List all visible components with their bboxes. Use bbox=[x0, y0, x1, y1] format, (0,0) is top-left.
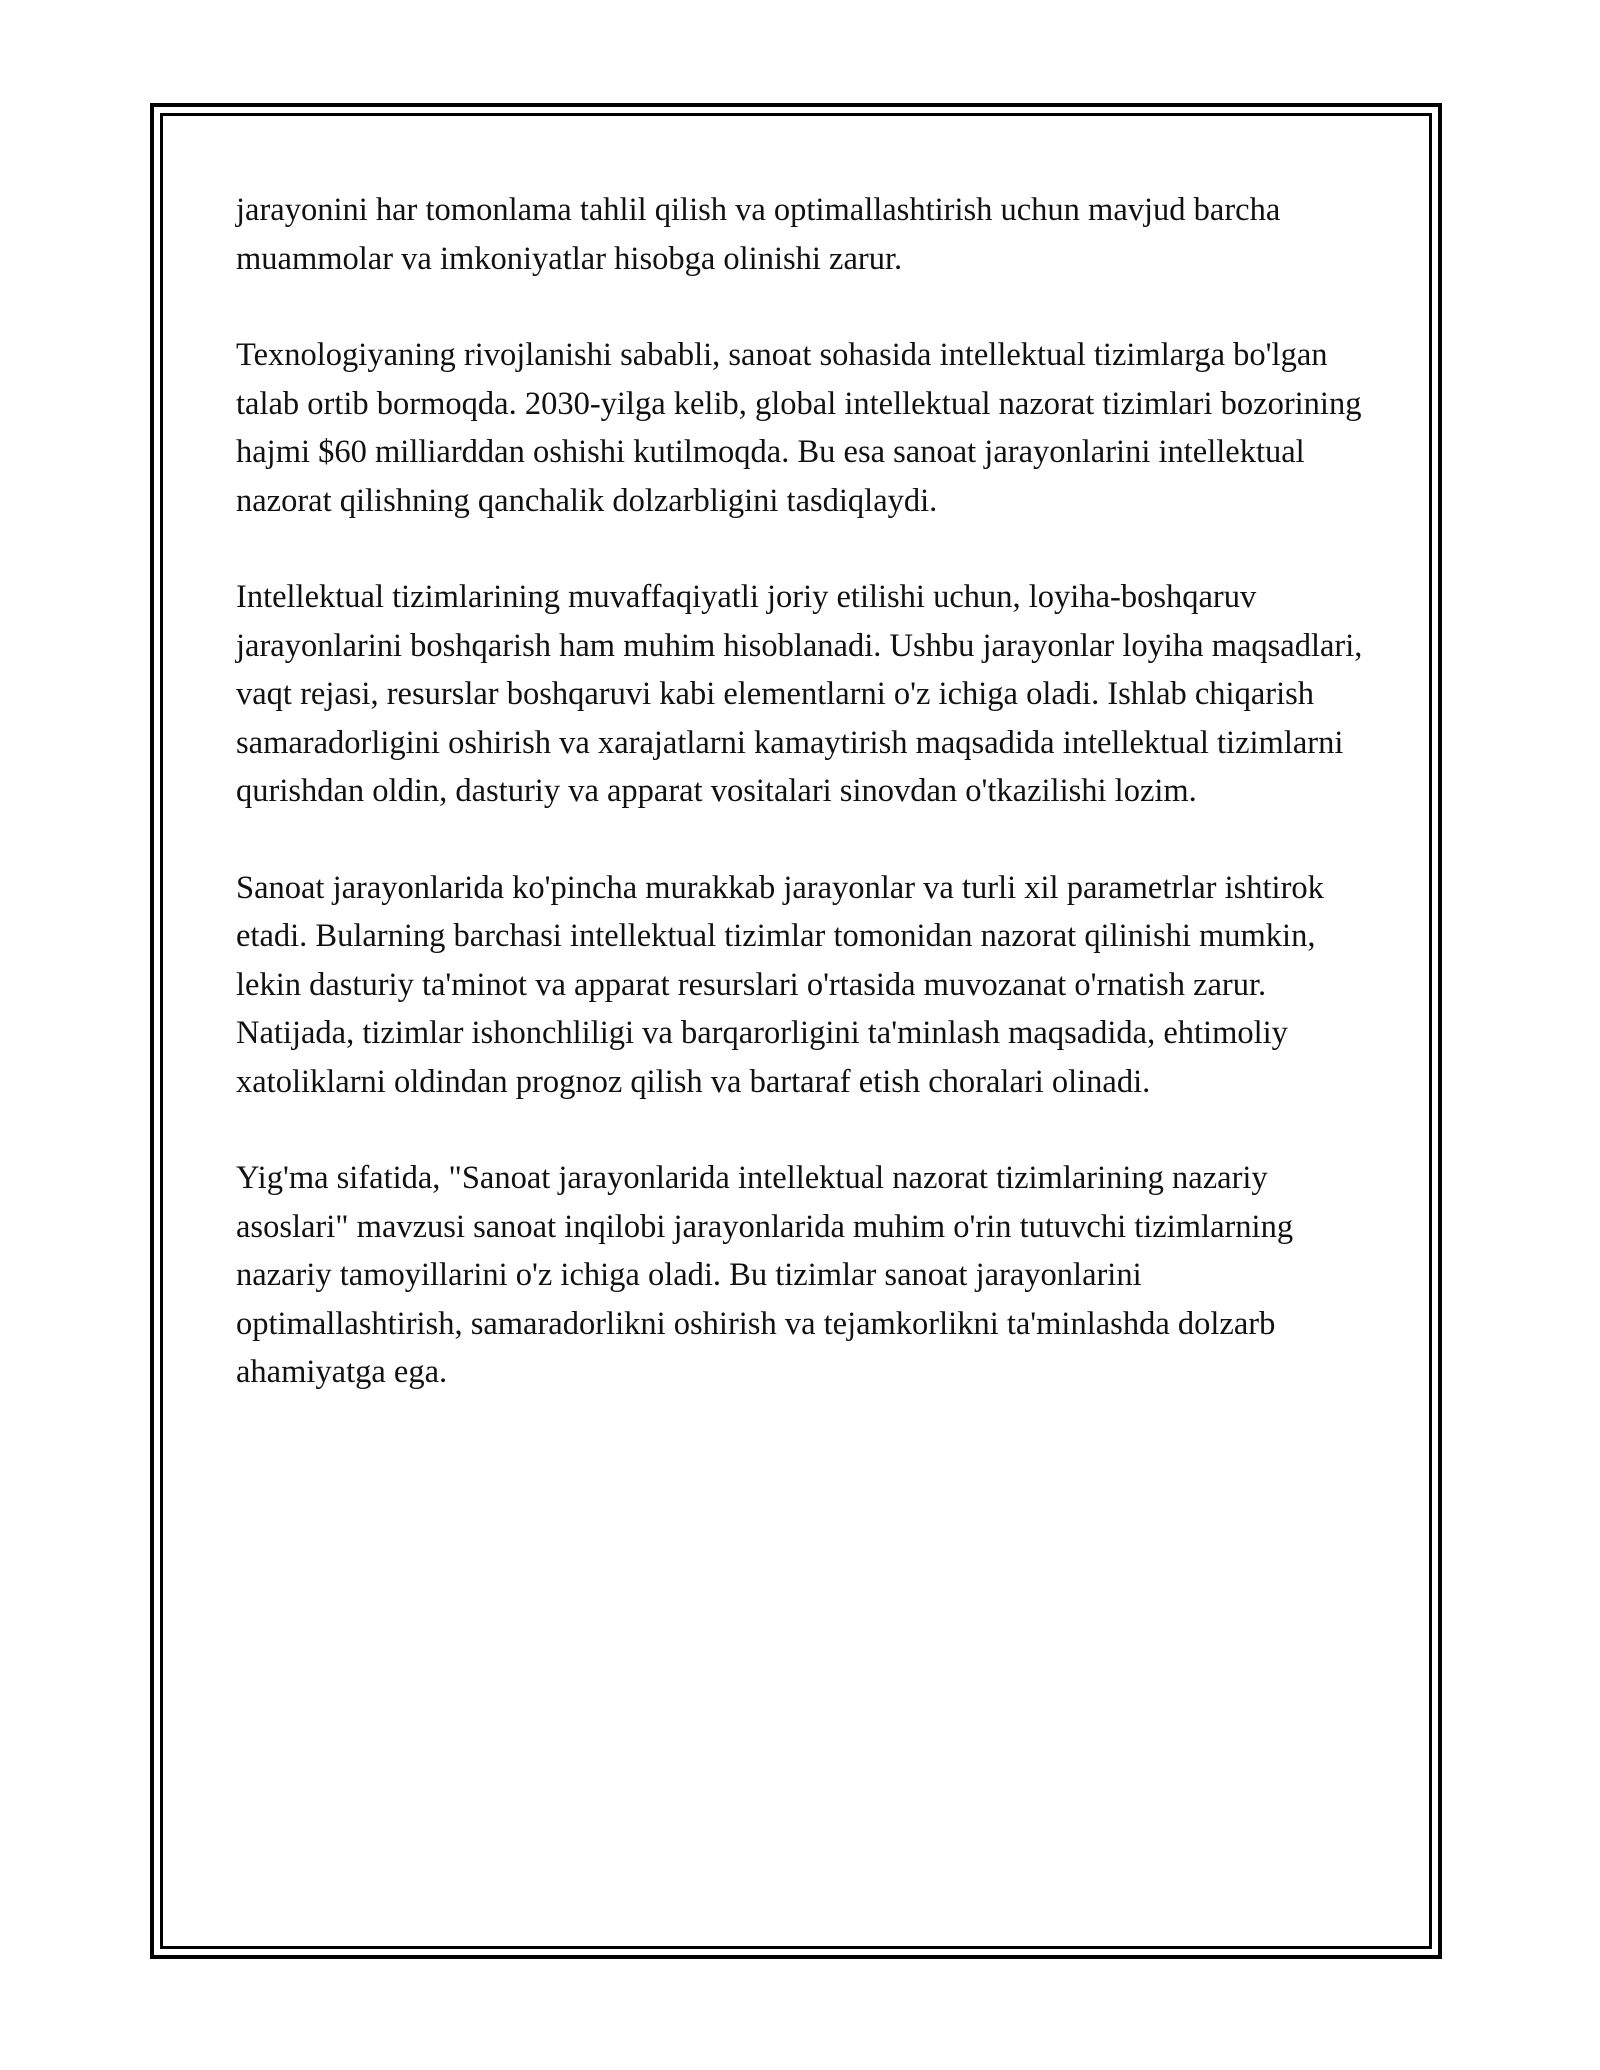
paragraph-1: jarayonini har tomonlama tahlil qilish va optimallashtirish uchun mavjud barcha muammolar va imkoniyatlar hisobga olinishi zarur. bbox=[236, 192, 1281, 277]
document-body bbox=[236, 186, 1366, 1445]
paragraph-5: Yig'ma sifatida, "Sanoat jarayonlarida intellektual nazorat tizimlarining nazariy asoslari" mavzusi sanoat inqilobi jarayonlarida muhim o'rin tutuvchi tizimlarning nazariy tamoyillarini o'z ichiga oladi. Bu tizimlar sanoat jarayonlarini optimallashtirish, samaradorlikni oshirish va tejamkorlikni ta'minlashda dolzarb ahamiyatga ega. bbox=[236, 1160, 1294, 1390]
paragraph-4: Sanoat jarayonlarida ko'pincha murakkab jarayonlar va turli xil parametrlar ishtirok etadi. Bularning barchasi intellektual tizimlar tomonidan nazorat qilinishi mumkin, lekin dasturiy ta'minot va apparat resurslari o'rtasida muvozanat o'rnatish zarur. Natijada, tizimlar ishonchliligi va barqarorligini ta'minlash maqsadida, ehtimoliy xatoliklarni oldindan prognoz qilish va bartaraf etish choralari olinadi. bbox=[236, 869, 1324, 1100]
paragraph-2: Texnologiyaning rivojlanishi sababli, sanoat sohasida intellektual tizimlarga bo'lgan talab ortib bormoqda. 2030-yilga kelib, global intellektual nazorat tizimlari bozorining hajmi $60 milliarddan oshishi kutilmoqda. Bu esa sanoat jarayonlarini intellektual nazorat qilishning qanchalik dolzarbligini tasdiqlaydi. bbox=[236, 337, 1362, 519]
paragraph-3: Intellektual tizimlarining muvaffaqiyatli joriy etilishi uchun, loyiha-boshqaruv jarayonlarini boshqarish ham muhim hisoblanadi. Ushbu jarayonlar loyiha maqsadlari, vaqt rejasi, resurslar boshqaruvi kabi elementlarni o'z ichiga oladi. Ishlab chiqarish samaradorligini oshirish va xarajatlarni kamaytirish maqsadida intellektual tizimlarni qurishdan oldin, dasturiy va apparat vositalari sinovdan o'tkazilishi lozim. bbox=[236, 579, 1363, 809]
